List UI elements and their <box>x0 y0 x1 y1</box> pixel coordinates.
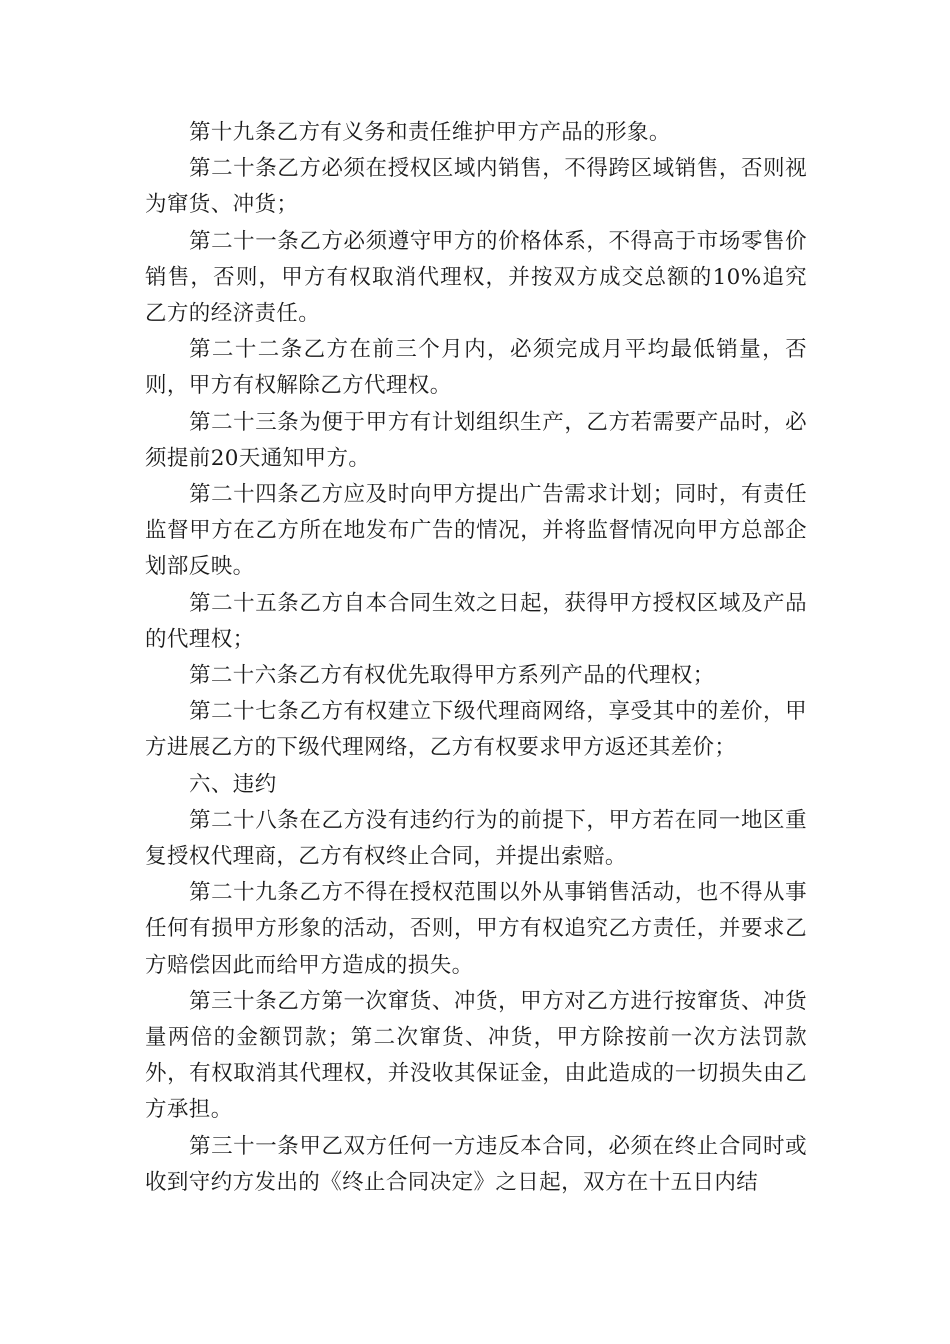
paragraph-article-30: 第三十条乙方第一次窜货、冲货，甲方对乙方进行按窜货、冲货量两倍的金额罚款；第二次窜货、冲货，甲方除按前一次方法罚款外，有权取消其代理权，并没收其保证金，由此造成的一切损失由乙方承担。 <box>145 988 807 1123</box>
paragraph-article-29: 第二十九条乙方不得在授权范围以外从事销售活动，也不得从事任何有损甲方形象的活动，否则，甲方有权追究乙方责任，并要求乙方赔偿因此而给甲方造成的损失。 <box>145 880 807 978</box>
paragraph-article-20: 第二十条乙方必须在授权区域内销售，不得跨区域销售，否则视为窜货、冲货； <box>145 156 807 218</box>
paragraph-article-27: 第二十七条乙方有权建立下级代理商网络，享受其中的差价，甲方进展乙方的下级代理网络，乙方有权要求甲方返还其差价； <box>145 699 807 761</box>
paragraph-article-22: 第二十二条乙方在前三个月内，必须完成月平均最低销量，否则，甲方有权解除乙方代理权。 <box>145 337 807 399</box>
paragraph-article-28: 第二十八条在乙方没有违约行为的前提下，甲方若在同一地区重复授权代理商，乙方有权终止合同，并提出索赔。 <box>145 807 807 870</box>
paragraph-article-26: 第二十六条乙方有权优先取得甲方系列产品的代理权； <box>189 663 715 689</box>
paragraph-article-23: 第二十三条为便于甲方有计划组织生产，乙方若需要产品时，必须提前20天通知甲方。 <box>145 409 807 471</box>
paragraph-article-31: 第三十一条甲乙双方任何一方违反本合同，必须在终止合同时或收到守约方发出的《终止合同决定》之日起，双方在十五日内结 <box>145 1133 807 1195</box>
paragraph-article-19: 第十九条乙方有义务和责任维护甲方产品的形象。 <box>189 120 671 145</box>
document-body <box>145 115 807 1201</box>
paragraph-article-24: 第二十四条乙方应及时向甲方提出广告需求计划；同时，有责任监督甲方在乙方所在地发布广告的情况，并将监督情况向甲方总部企划部反映。 <box>145 482 807 580</box>
paragraph-article-25: 第二十五条乙方自本合同生效之日起，获得甲方授权区域及产品的代理权； <box>145 590 807 652</box>
paragraph-article-21: 第二十一条乙方必须遵守甲方的价格体系，不得高于市场零售价销售，否则，甲方有权取消代理权，并按双方成交总额的10%追究乙方的经济责任。 <box>145 228 807 327</box>
section-heading-breach: 六、违约 <box>189 771 277 797</box>
